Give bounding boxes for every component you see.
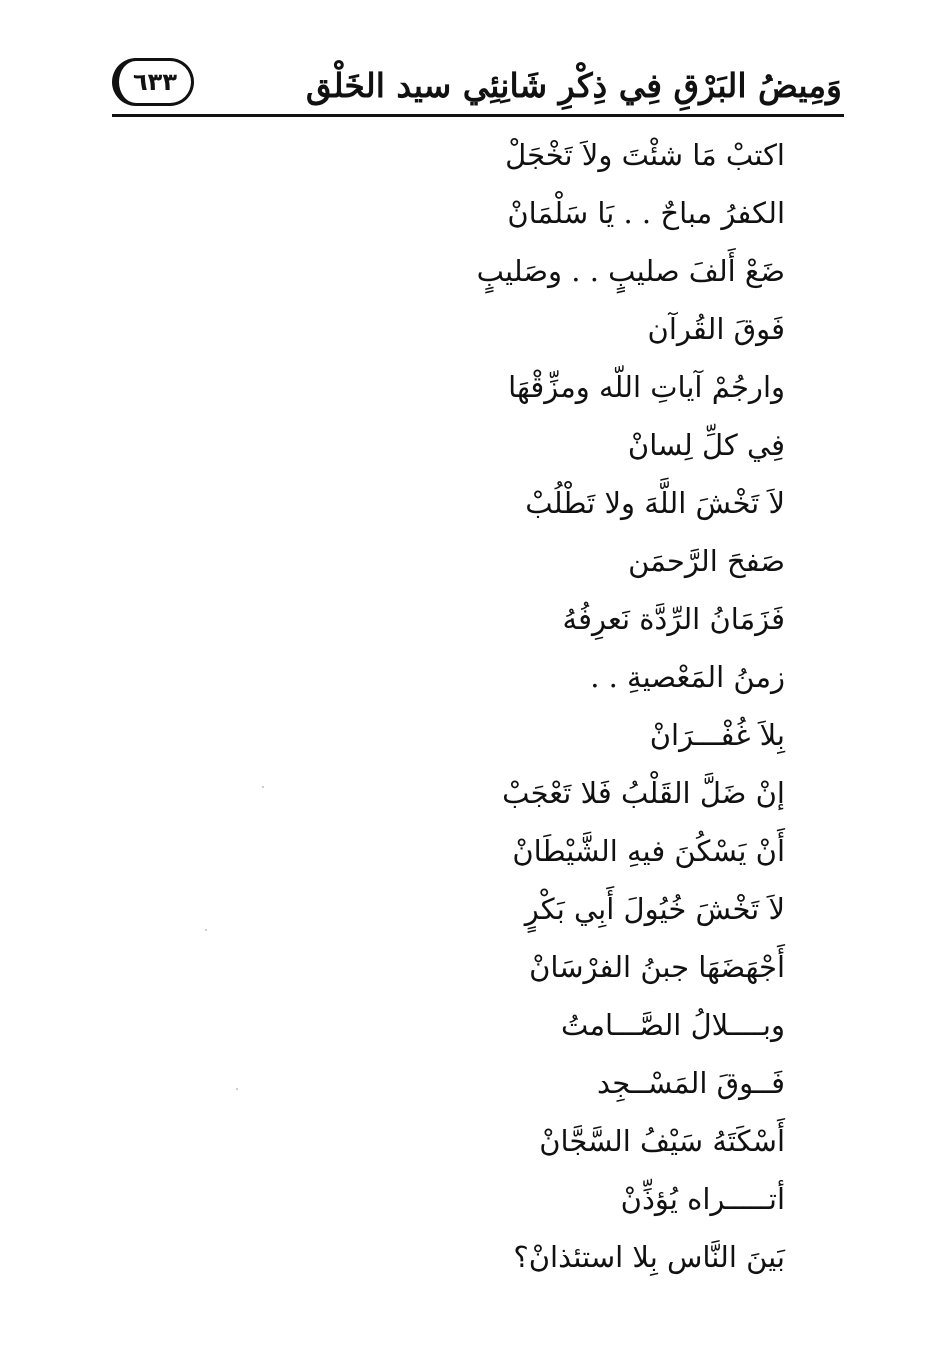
- poem-line: وبــــلالُ الصَّـــامتُ: [560, 1008, 785, 1042]
- page-header: [112, 50, 844, 120]
- poem: [265, 126, 785, 1286]
- poem-line: لاَ تَخْشَ خُيُولَ أَبِي بَكْرٍ: [524, 892, 785, 926]
- poem-line: أَجْهَضَهَا جبنُ الفرْسَانْ: [529, 950, 785, 984]
- poem-line: ضَعْ أَلفَ صليبٍ . . وصَليبٍ: [476, 254, 785, 288]
- running-title: وَمِيضُ البَرْقِ فِي ذِكْرِ شَانِئِي سيد الخَلْق: [305, 66, 842, 105]
- scan-speck: [236, 1088, 238, 1090]
- poem-line: فَزَمَانُ الرِّدَّة نَعرِفُهُ: [562, 602, 785, 636]
- poem-line: بَينَ النَّاس بِلا استئذانْ؟: [513, 1240, 785, 1274]
- poem-line: فِي كلِّ لِسانْ: [627, 428, 785, 462]
- poem-line: إنْ ضَلَّ القَلْبُ فَلا تَعْجَبْ: [502, 776, 785, 810]
- poem-line: وارجُمْ آياتِ اللّه ومزِّقْهَا: [508, 370, 785, 404]
- poem-line: أتـــــراه يُؤذِّنْ: [620, 1182, 785, 1216]
- page-number-badge: [112, 58, 194, 106]
- scan-speck: [262, 786, 264, 788]
- poem-line: زمنُ المَعْصيةِ . .: [590, 660, 785, 694]
- header-divider: [112, 114, 844, 117]
- poem-line: فَوقَ القُرآن: [647, 312, 785, 346]
- poem-line: اكتبْ مَا شئْتَ ولاَ تَخْجَلْ: [505, 138, 785, 172]
- poem-line: صَفحَ الرَّحمَن: [628, 544, 785, 578]
- scan-speck: [205, 929, 207, 931]
- poem-line: لاَ تَخْشَ اللَّهَ ولا تَطْلُبْ: [525, 486, 785, 520]
- poem-line: أَنْ يَسْكُنَ فيهِ الشَّيْطَانْ: [512, 834, 785, 868]
- poem-line: أَسْكَتَهُ سَيْفُ السَّجَّانْ: [539, 1124, 785, 1158]
- page-number: ٦٣٣: [133, 68, 177, 96]
- poem-line: فَــوقَ المَسْــجِد: [596, 1066, 785, 1100]
- poem-line: الكفرُ مباحٌ . . يَا سَلْمَانْ: [507, 196, 785, 230]
- poem-line: بِلاَ غُفْـــرَانْ: [649, 718, 785, 752]
